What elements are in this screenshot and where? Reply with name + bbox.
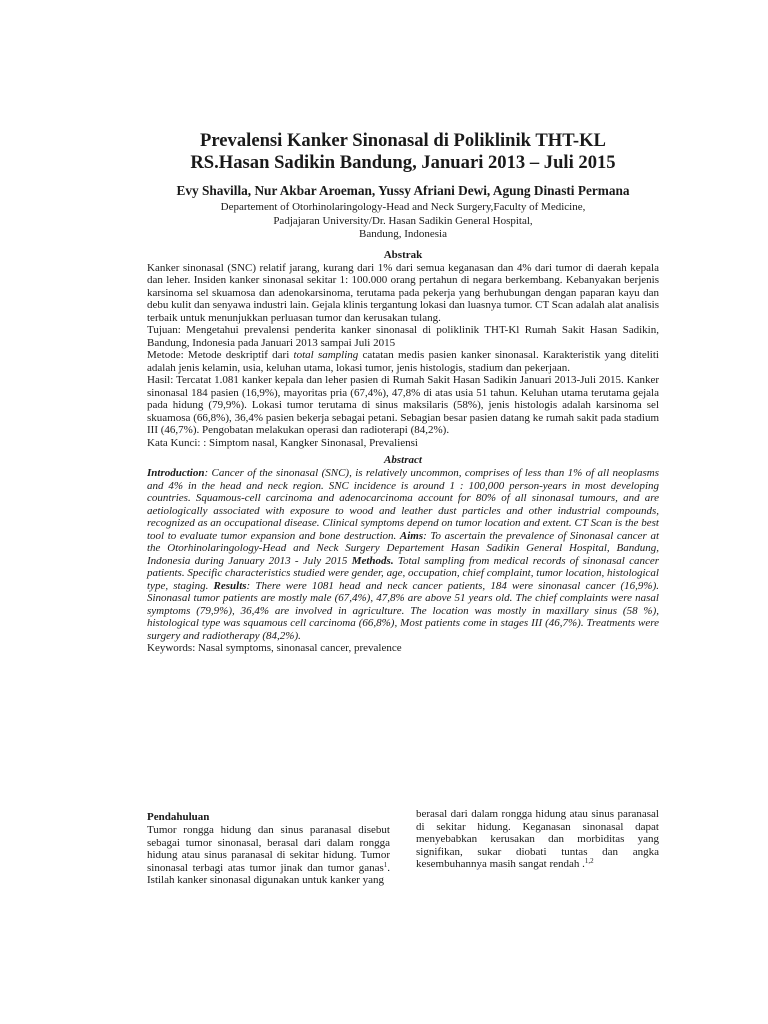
abstract-heading: Abstract xyxy=(384,454,422,466)
abstrak-kata-kunci: Kata Kunci: : Simptom nasal, Kangker Sinonasal, Prevaliensi xyxy=(147,436,418,449)
intro-label: Introduction xyxy=(147,467,205,479)
results-label: Results xyxy=(213,579,247,592)
col2-text: berasal dari dalam rongga hidung atau sinus paranasal di sekitar hidung. Keganasan sinonasal dapat menyebabkan kerusakan dan morbiditas yang signifikan, sukar diobati tuntas dan angka kesembuhannya masih sangat rendah . xyxy=(416,808,659,870)
body-column-right xyxy=(416,808,659,887)
abstrak-hasil: Hasil: Tercatat 1.081 kanker kepala dan leher pasien di Rumah Sakit Hasan Sadikin Januari 2013-Juli 2015. Kanker sinonasal 184 pasien (16,9%), mayoritas pria (67,4%), 47,8% di atas usia 51 tahun. Keluhan utama terutama gejala pada hidung (79,9%). Lokasi tumor terutama di sinus maksilaris (58%), jenis histologis adalah karsinoma sel skuamosa (66,8%), 36,4% pasien bekerja sebagai petani. Sebagian besar pasien datang ke rumah sakit pada stadium III (46,7%). Pengobatan melakukan operasi dan radioterapi (84,2%). xyxy=(147,374,659,436)
abstrak-body xyxy=(147,262,659,450)
paper-header xyxy=(147,130,659,655)
abstract-paragraph xyxy=(147,467,659,642)
abstrak-intro: Kanker sinonasal (SNC) relatif jarang, kurang dari 1% dari semua keganasan dan 4% dari tumor di daerah kepala dan leher. Insiden kanker sinonasal sekitar 1: 100.000 orang pertahun di negara berkembang. Kebanyakan berjenis karsinoma sel skuamosa dan adenokarsinoma, terutama pada pekerja yang berhubungan dengan paparan kayu dan debu kulit dan senyawa industri lain. Gejala klinis tergantung lokasi dan luasnya tumor. CT Scan adalah alat analisis terbaik untuk menunjukkan perluasan tumor dan kerusakan tulang. xyxy=(147,261,659,324)
metode-text-a: Metode: Metode deskriptif dari xyxy=(147,349,294,361)
methods-label: Methods. xyxy=(351,554,394,567)
col1-text: Tumor rongga hidung dan sinus paranasal disebut sebagai tumor sinonasal, berasal dari dalam rongga hidung atau sinus paranasal di sekitar hidung. Tumor sinonasal terbagi atas tumor jinak dan tumor ganas xyxy=(147,824,390,874)
metode-italic: total sampling xyxy=(293,349,359,361)
col1-text-b: . Istilah kanker sinonasal digunakan untuk kanker yang xyxy=(147,861,390,886)
body-columns xyxy=(147,808,659,887)
author-list: Evy Shavilla, Nur Akbar Aroeman, Yussy Afriani Dewi, Agung Dinasti Permana xyxy=(176,183,630,198)
results-text: : There were 1081 head and neck cancer patients, 184 were sinonasal cancer (16,9%). Sinonasal tumor patients are mostly male (67,4%), 47,8% are above 51 years old. The chief complaints were nasal symptoms (79,9%), 36,4% are involved in agriculture. The location was mostly in maxillary sinus (58 %), histological type was squamous cell carcinoma (66,8%), Most patients come in stages III (46,7%). Treatments were surgery and radiotherapy (84,2%). xyxy=(147,579,660,642)
aims-label: Aims xyxy=(399,529,424,542)
paper-title xyxy=(147,130,659,174)
body-column-left xyxy=(147,808,390,887)
citation-ref: 1 xyxy=(383,860,388,869)
affiliation-line-2: Padjajaran University/Dr. Hasan Sadikin General Hospital, xyxy=(273,214,533,227)
citation-ref: 1,2 xyxy=(584,857,594,865)
title-line-2: RS.Hasan Sadikin Bandung, Januari 2013 – Juli 2015 xyxy=(190,152,616,173)
body-paragraph-right xyxy=(416,808,659,871)
affiliation xyxy=(147,201,659,242)
intro-text: : Cancer of the sinonasal (SNC), is relatively uncommon, comprises of less than 1% of all neoplasms and 4% in the head and neck region. SNC incidence is around 1 : 100,000 person-years in most developing countries. Squamous-cell carcinoma and adenocarcinoma account for 80% of all sinonasal tumours, and are aetiologically associated with exposure to wood and leather dust particles and other industrial compounds, recognized as an occupational disease. Clinical symptoms depend on tumor location and extent. CT Scan is the best tool to evaluate tumor expansion and bone destruction. xyxy=(147,467,659,542)
affiliation-line-3: Bandung, Indonesia xyxy=(359,228,447,240)
affiliation-line-1: Departement of Otorhinolaringology-Head and Neck Surgery,Faculty of Medicine, xyxy=(220,201,586,213)
metode-text-b: catatan medis pasien kanker sinonasal. Karakteristik yang diteliti adalah jenis kelamin, usia, keluhan utama, lokasi tumor, jenis histologis, stadium dan pekerjaan. xyxy=(147,349,659,374)
abstract-keywords: Keywords: Nasal symptoms, sinonasal cancer, prevalence xyxy=(147,642,402,654)
abstrak-metode xyxy=(147,349,659,374)
abstract-body xyxy=(147,467,659,655)
aims-text: : To ascertain the prevalence of Sinonasal cancer at the Otorhinolaringology-Head and Neck Surgery Departement Hasan Sadikin General Hospital, Bandung, Indonesia during January 2013 - July 2015 xyxy=(147,529,659,567)
body-paragraph-left xyxy=(147,824,390,887)
title-line-1: Prevalensi Kanker Sinonasal di Poliklinik THT-KL xyxy=(200,130,606,151)
abstrak-tujuan: Tujuan: Mengetahui prevalensi penderita kanker sinonasal di poliklinik THT-Kl Rumah Sakit Hasan Sadikin, Bandung, Indonesia pada Januari 2013 sampai Juli 2015 xyxy=(147,324,659,349)
methods-text: Total sampling from medical records of sinonasal cancer patients. Specific characteristics studied were gender, age, occupation, chief complaint, tumor location, histological type, staging. xyxy=(147,554,660,592)
section-heading-pendahuluan: Pendahuluan xyxy=(147,811,210,823)
abstrak-heading: Abstrak xyxy=(383,248,423,261)
